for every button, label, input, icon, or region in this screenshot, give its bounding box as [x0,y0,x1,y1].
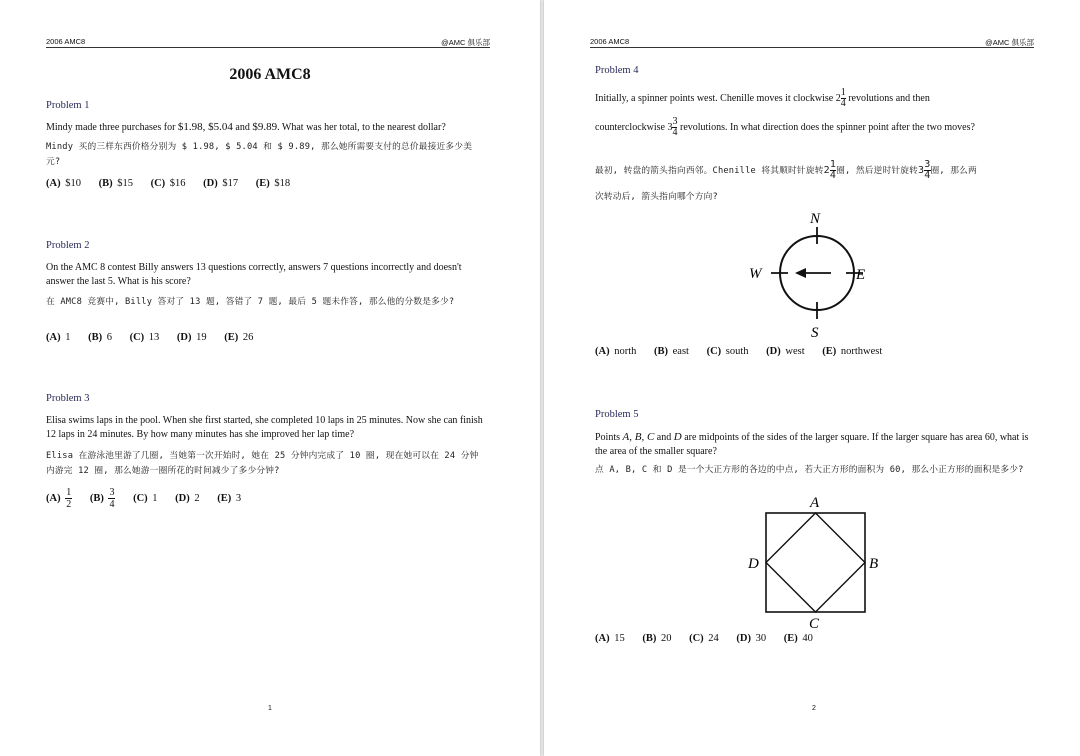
fraction: $\frac{1}{4}$ [829,159,837,181]
problem-5-text-zh: 点 A, B, C 和 D 是一个大正方形的各边的中点, 若大正方形的面积为 60, 那么小正方形的面积是多少? [595,465,1024,475]
problem-4-text-en-line1: Initially, a spinner points west. Chenille moves it clockwise 2 $\frac{1}{4}$ revolutions and then [595,87,930,109]
compass-figure [744,205,869,343]
p1-text-a: Mindy made three purchases for [46,122,178,133]
choice-a[interactable]: (A) 15 [595,633,625,644]
choice-a[interactable]: (A) 1 [46,332,71,343]
problem-2-text-en: On the AMC 8 contest Billy answers 13 questions correctly, answers 7 questions incorrectly and doesn't answer the last 5. What is his score? [46,262,462,287]
choice-e[interactable]: (E) northwest [822,346,883,357]
choice-d[interactable]: (D) 30 [736,633,767,644]
page-2 [544,0,1080,756]
fraction: $\frac{3}{4}$ [924,159,931,181]
large-square [766,513,865,612]
fraction: $\frac{3}{4}$ [109,487,115,510]
label-c: C [809,616,820,632]
label-b: B [869,556,879,572]
problem-2-choices [46,332,268,343]
problem-1-choices [46,178,305,189]
choice-b[interactable]: (B) 20 [642,633,672,644]
label-east: E [856,267,866,283]
problem-5-choices [595,633,828,644]
running-header [46,37,490,48]
label-d: D [748,556,759,572]
choice-e[interactable]: (E) $18 [255,178,291,189]
choice-c[interactable]: (C) 13 [129,332,160,343]
choice-d[interactable]: (D) west [766,346,805,357]
mixed-number-whole: 2 [835,92,841,104]
choice-b[interactable]: (B) $\frac{3}{4}$ [89,487,115,510]
p1-prices: $1.98, $5.04 [177,121,233,133]
label-north: N [810,211,821,227]
label-south: S [811,325,819,341]
problem-4-text-zh-line1: 最初, 转盘的箭头指向西邻。Chenille 将其顺时针旋转2 $\frac{1}{4}$圈, 然后逆时针旋转3 $\frac{3}{4}$圈, 那么两 [595,159,977,181]
header-right: @AMC 俱乐部 [985,38,1034,47]
choice-c[interactable]: (C) $16 [150,178,186,189]
problem-3-text-en: Elisa swims laps in the pool. When she first started, she completed 10 laps in 25 minutes. Now she can finish 12 laps in 24 minutes. By how many minutes has she improved her lap time? [46,415,483,440]
page-number: 2 [812,705,816,712]
choice-a[interactable]: (A) north [595,346,637,357]
problem-3-choices [46,487,256,510]
choice-b[interactable]: (B) east [654,346,689,357]
choice-e[interactable]: (E) 26 [224,332,254,343]
problem-3-text-zh: Elisa 在游泳池里游了几圈, 当她第一次开始时, 她在 25 分钟内完成了 10 圈, 现在她可以在 24 分钟内游完 12 圈, 那么她游一圈所花的时间减少了多少分钟? [46,451,479,476]
problem-1-text-en [46,120,491,135]
running-header [590,37,1034,48]
problem-1-text-zh: Mindy 买的三样东西价格分别为 $ 1.98, $ 5.04 和 $ 9.89, 那么她所需要支付的总价最接近多少美元? [46,142,473,167]
problem-4-choices [595,346,897,357]
header-left: 2006 AMC8 [590,37,630,46]
choice-e[interactable]: (E) 40 [783,633,813,644]
mixed-number-whole: 3 [667,121,673,133]
choice-d[interactable]: (D) $17 [203,178,239,189]
choice-a[interactable]: (A) $\frac{1}{2}$ [46,487,72,510]
square-figure [744,490,884,632]
fraction: $\frac{1}{2}$ [66,487,72,510]
small-square [766,513,865,612]
choice-d[interactable]: (D) 2 [175,492,200,504]
choice-a[interactable]: (A) $10 [46,178,81,189]
document-title: 2006 AMC8 [229,66,311,83]
problem-5-text-en: Points A, B, C and D are midpoints of the sides of the larger square. If the larger square has area 60, what is the area of the smaller square? [595,431,1029,457]
problem-5-heading: Problem 5 [595,409,639,420]
problem-2-heading: Problem 2 [46,240,90,251]
problem-4-text-zh-line2: 次转动后, 箭头指向哪个方向? [595,192,718,202]
choice-b[interactable]: (B) 6 [88,332,112,343]
p1-text-b: and [232,122,253,133]
fraction: $\frac{3}{4}$ [672,116,678,138]
p1-text-c: . What was her total, to the nearest dollar? [277,122,446,133]
p1-price3: $9.89 [252,121,278,133]
page-number: 1 [268,705,272,712]
problem-1-heading: Problem 1 [46,100,90,111]
choice-e[interactable]: (E) 3 [217,492,242,504]
label-a: A [810,495,820,511]
choice-b[interactable]: (B) $15 [98,178,133,189]
spinner-arrow-head [795,268,806,278]
fraction: $\frac{1}{4}$ [840,87,846,109]
label-west: W [749,266,762,282]
choice-c[interactable]: (C) 1 [133,492,158,504]
header-right: @AMC 俱乐部 [441,38,490,47]
header-left: 2006 AMC8 [46,37,86,46]
problem-4-heading: Problem 4 [595,65,639,76]
choice-c[interactable]: (C) south [706,346,749,357]
problem-4-text-en-line2: counterclockwise 3 $\frac{3}{4}$ revolutions. In what direction does the spinner point after the two moves? [595,116,975,138]
problem-2-text-zh: 在 AMC8 竞赛中, Billy 答对了 13 题, 答错了 7 题, 最后 5 题未作答, 那么他的分数是多少? [46,297,455,307]
choice-d[interactable]: (D) 19 [176,332,207,343]
choice-c[interactable]: (C) 24 [689,633,719,644]
problem-3-heading: Problem 3 [46,393,90,404]
